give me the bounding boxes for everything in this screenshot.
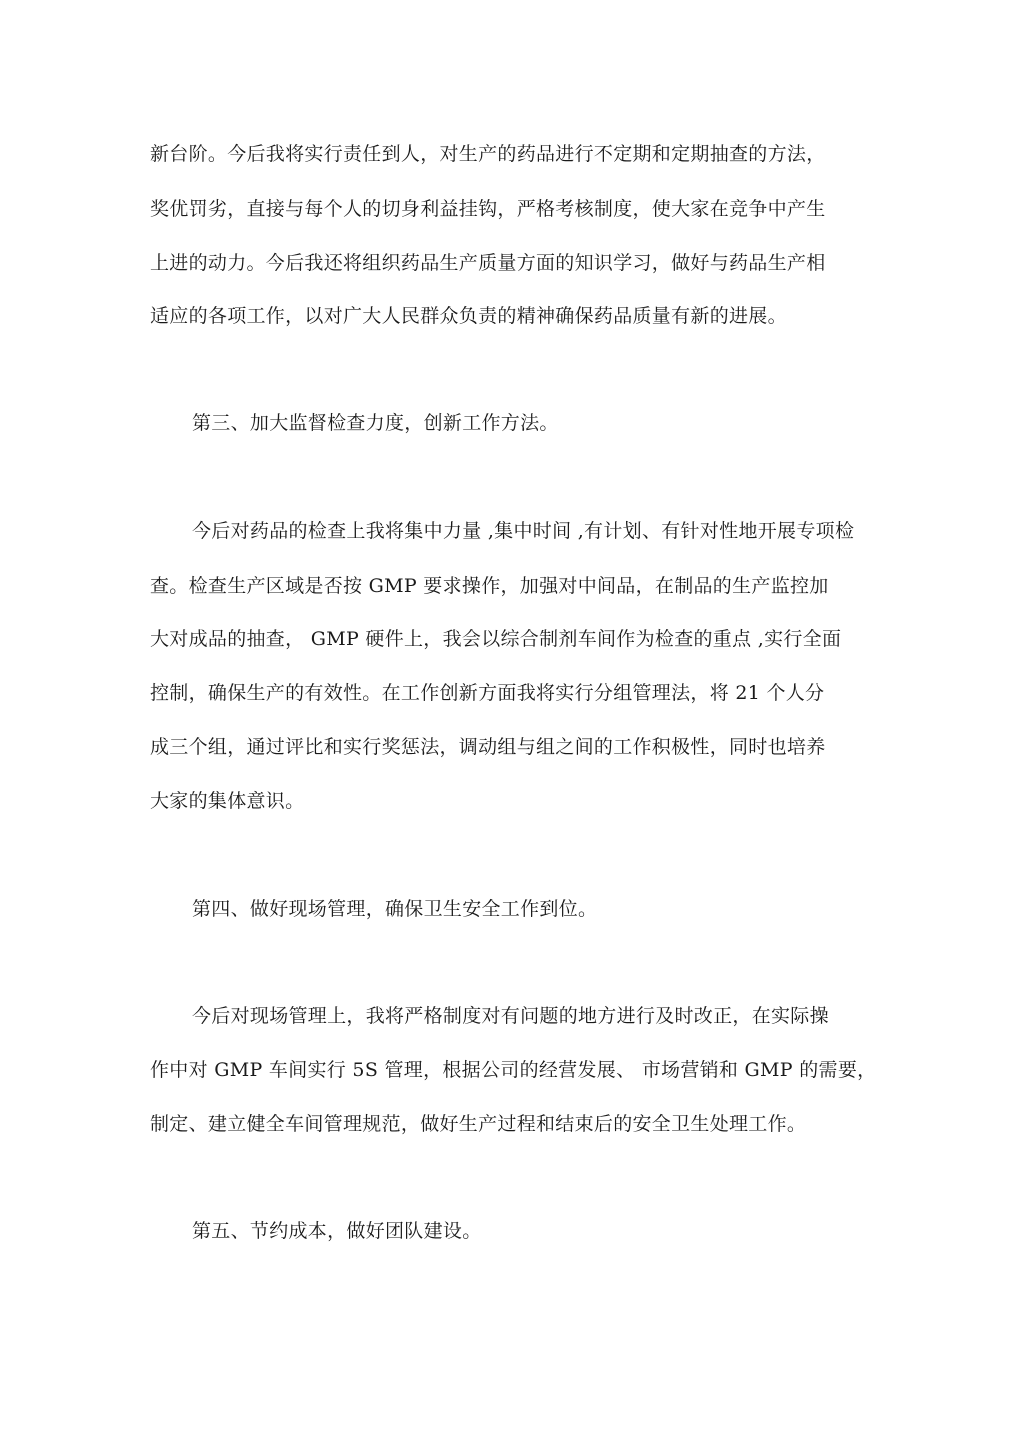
- paragraph-1-line-1: 新台阶。今后我将实行责任到人，对生产的药品进行不定期和定期抽查的方法，: [150, 143, 826, 165]
- paragraph-2-line-2: 查。检查生产区域是否按 GMP 要求操作，加强对中间品，在制品的生产监控加: [150, 575, 829, 597]
- paragraph-2-line-5: 成三个组，通过评比和实行奖惩法，调动组与组之间的工作积极性，同时也培养: [150, 736, 826, 758]
- paragraph-1-line-3: 上进的动力。今后我还将组织药品生产质量方面的知识学习，做好与药品生产相: [150, 252, 826, 274]
- section-heading-3: 第三、加大监督检查力度，创新工作方法。: [192, 412, 559, 434]
- paragraph-2-line-3: 大对成品的抽查， GMP 硬件上，我会以综合制剂车间作为检查的重点 ,实行全面: [150, 628, 842, 650]
- paragraph-3-line-3: 制定、建立健全车间管理规范，做好生产过程和结束后的安全卫生处理工作。: [150, 1113, 807, 1135]
- paragraph-3-line-2: 作中对 GMP 车间实行 5S 管理，根据公司的经营发展、 市场营销和 GMP 的需要，: [150, 1059, 877, 1081]
- paragraph-2-line-6: 大家的集体意识。: [150, 790, 305, 812]
- paragraph-1-line-2: 奖优罚劣，直接与每个人的切身利益挂钩，严格考核制度，使大家在竞争中产生: [150, 198, 826, 220]
- section-heading-5: 第五、节约成本，做好团队建设。: [192, 1220, 482, 1242]
- paragraph-2-line-1: 今后对药品的检查上我将集中力量 ,集中时间 ,有计划、有针对性地开展专项检: [192, 520, 855, 542]
- paragraph-1-line-4: 适应的各项工作，以对广大人民群众负责的精神确保药品质量有新的进展。: [150, 305, 787, 327]
- paragraph-2-line-4: 控制，确保生产的有效性。在工作创新方面我将实行分组管理法，将 21 个人分: [150, 682, 825, 704]
- paragraph-3-line-1: 今后对现场管理上，我将严格制度对有问题的地方进行及时改正，在实际操: [192, 1005, 829, 1027]
- section-heading-4: 第四、做好现场管理，确保卫生安全工作到位。: [192, 898, 598, 920]
